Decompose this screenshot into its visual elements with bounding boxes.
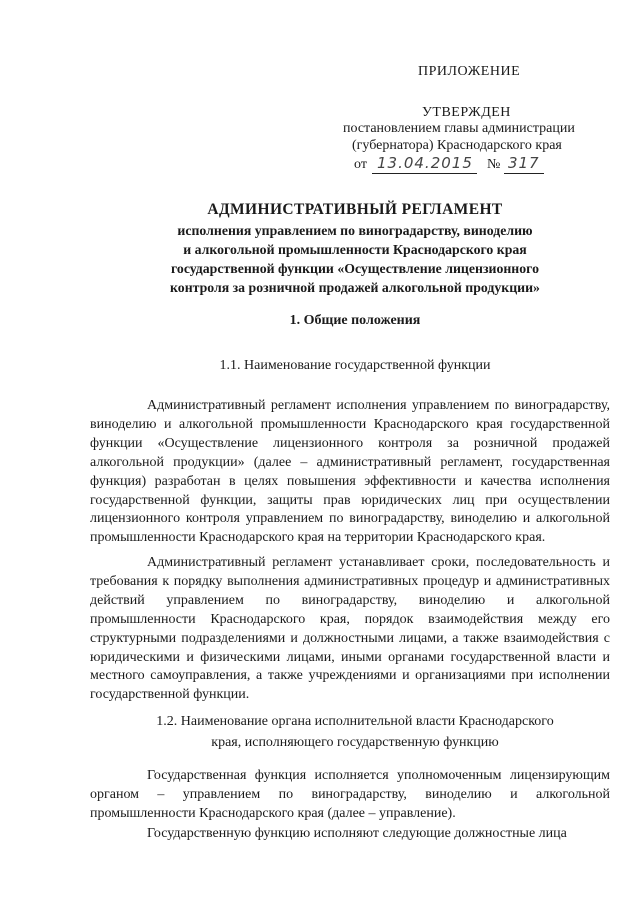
paragraph-4-text: Государственную функцию исполняют следующие должностные лица [147, 826, 567, 841]
paragraph-4 [90, 825, 610, 844]
section-heading: 1. Общие положения [289, 313, 421, 328]
document-subtitle-line3: государственной функции «Осуществление лицензионного [171, 261, 539, 276]
subsection-heading-1-2-line1: 1.2. Наименование органа исполнительной власти Краснодарского [156, 714, 554, 729]
document-subtitle-line1: исполнения управлением по виноградарству, виноделию [177, 223, 533, 238]
approval-source-line2: (губернатора) Краснодарского края [352, 138, 562, 153]
number-value: 317 [507, 154, 540, 172]
subsection-heading-1-2 [95, 711, 615, 753]
number-field [504, 154, 544, 174]
paragraph-1-text: Административный регламент исполнения управлением по виноградарству, виноделию и алкогольной промышленности Краснодарского края государственной функции «Осуществление лицензионного контроля за розничной продажей алкогольной продукции» (далее – административный регламент, государственная функция) разработан в целях повышения эффективности и качества исполнения государственной функции, защиты прав юридических лиц при осуществлении лицензионного контроля управлением по виноградарству, виноделию и алкогольной промышленности Краснодарского края на территории Краснодарского края. [90, 398, 610, 546]
approval-date-number [354, 154, 544, 174]
paragraph-1 [90, 397, 610, 548]
paragraph-2-text: Административный регламент устанавливает сроки, последовательность и требования к порядку выполнения административных процедур и административных действий управлением по виноградарству, виноделию и алкогольной промышленности Краснодарского края, порядок взаимодействия между его структурными подразделениями и должностными лицами, а также взаимодействия с юридическими и физическими лицами, иными органами государственной власти и местного самоуправления, а также учреждениями и организациями при исполнении государственной функции. [90, 555, 610, 703]
number-prefix: № [486, 157, 501, 172]
appendix-label: ПРИЛОЖЕНИЕ [418, 64, 521, 79]
document-subtitle-line2: и алкогольной промышленности Краснодарского края [183, 242, 527, 257]
date-field [372, 154, 477, 174]
date-prefix: от [354, 157, 367, 172]
subsection-heading-1-2-line2: края, исполняющего государственную функцию [211, 735, 499, 750]
document-title: АДМИНИСТРАТИВНЫЙ РЕГЛАМЕНТ [207, 201, 503, 218]
date-value: 13.04.2015 [376, 154, 473, 172]
paragraph-3 [90, 767, 610, 824]
document-subtitle-line4: контроля за розничной продажей алкогольной продукции» [170, 280, 540, 295]
subsection-heading-1-1: 1.1. Наименование государственной функции [219, 358, 491, 373]
approval-source-line1: постановлением главы администрации [343, 121, 575, 136]
approved-label: УТВЕРЖДЕН [422, 105, 511, 120]
paragraph-2 [90, 554, 610, 705]
title-block [95, 200, 615, 297]
paragraph-3-text: Государственная функция исполняется уполномоченным лицензирующим органом – управлением по виноградарству, виноделию и алкогольной промышленности Краснодарского края (далее – управление). [90, 768, 610, 821]
approval-block [0, 0, 640, 180]
